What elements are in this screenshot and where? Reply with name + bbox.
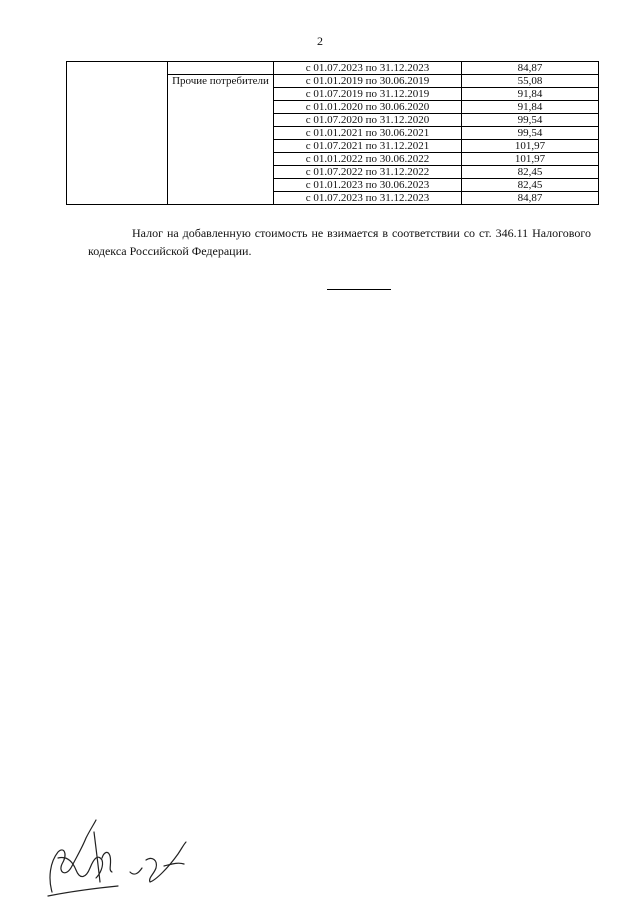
value-cell: 101,97 [462, 140, 599, 153]
value-cell: 91,84 [462, 101, 599, 114]
value-cell: 82,45 [462, 179, 599, 192]
value-cell: 84,87 [462, 192, 599, 205]
period-cell: с 01.01.2019 по 30.06.2019 [274, 75, 462, 88]
tariff-table-body [67, 62, 599, 205]
consumer-category-label: Прочие потребители [172, 75, 269, 87]
value-cell: 82,45 [462, 166, 599, 179]
page-number: 2 [317, 34, 323, 48]
value-cell: 91,84 [462, 88, 599, 101]
period-cell: с 01.01.2021 по 30.06.2021 [274, 127, 462, 140]
value-cell: 99,54 [462, 114, 599, 127]
vat-note: Налог на добавленную стоимость не взимается в соответствии со ст. 346.11 Налогового кодекса Российской Федерации. [88, 226, 591, 258]
period-cell: с 01.07.2022 по 31.12.2022 [274, 166, 462, 179]
period-cell: с 01.07.2023 по 31.12.2023 [274, 192, 462, 205]
value-cell: 99,54 [462, 127, 599, 140]
empty-cell [67, 62, 168, 205]
table-row [67, 62, 599, 75]
period-cell: с 01.07.2021 по 31.12.2021 [274, 140, 462, 153]
consumer-category-cell [168, 75, 274, 205]
closing-rule [327, 289, 391, 290]
value-cell: 101,97 [462, 153, 599, 166]
period-cell: с 01.07.2019 по 31.12.2019 [274, 88, 462, 101]
period-cell: с 01.07.2020 по 31.12.2020 [274, 114, 462, 127]
signature-image [38, 808, 198, 898]
period-cell: с 01.01.2022 по 30.06.2022 [274, 153, 462, 166]
value-cell: 84,87 [462, 62, 599, 75]
tariff-table [66, 61, 599, 205]
empty-cell [168, 62, 274, 75]
value-cell: 55,08 [462, 75, 599, 88]
period-cell: с 01.01.2020 по 30.06.2020 [274, 101, 462, 114]
period-cell: с 01.01.2023 по 30.06.2023 [274, 179, 462, 192]
period-cell: с 01.07.2023 по 31.12.2023 [274, 62, 462, 75]
